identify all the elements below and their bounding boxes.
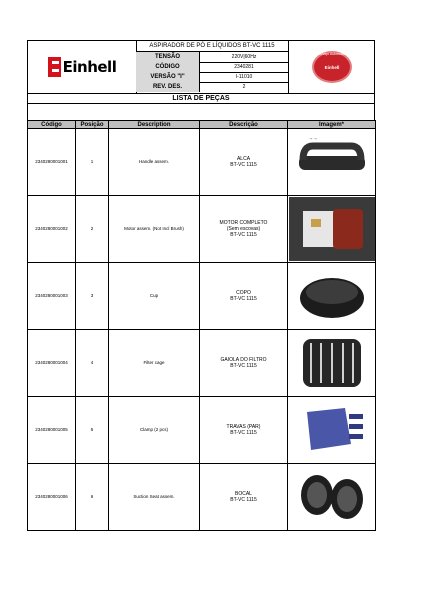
- column-header-image: Imagem*: [288, 121, 376, 129]
- header-row-revision: [136, 82, 288, 92]
- table-header-row: [28, 121, 376, 129]
- parts-table: [27, 120, 376, 531]
- part-desc-pt-line: BOCAL: [235, 491, 252, 497]
- part-image: [288, 129, 376, 196]
- header-value: I-11010: [235, 74, 253, 80]
- column-header-descricao: Descrição: [200, 121, 288, 129]
- part-desc-pt-line: TRAVAS (PAR): [226, 424, 261, 430]
- part-image: [288, 196, 376, 263]
- part-description: Handle assem.: [109, 129, 200, 196]
- header-value: 2: [242, 84, 246, 90]
- seal-caption: Serviço Autorizado: [317, 52, 347, 56]
- header-key: VERSÃO "I": [136, 72, 200, 82]
- part-descricao: [200, 397, 288, 464]
- header-value: 2340281: [234, 64, 254, 70]
- table-row: [28, 263, 376, 330]
- seal-badge-icon: [312, 51, 352, 83]
- part-code: 2340280001002: [28, 196, 76, 263]
- spacer: [27, 104, 375, 120]
- part-image: [288, 330, 376, 397]
- part-desc-pt-line: MOTOR COMPLETO: [219, 220, 268, 226]
- part-code: 2340280001005: [28, 397, 76, 464]
- part-code: 2340280001004: [28, 330, 76, 397]
- header-key: CÓDIGO: [136, 62, 200, 72]
- table-row: [28, 464, 376, 531]
- part-desc-pt-line: BT-VC 1115: [230, 430, 257, 436]
- table-row: [28, 129, 376, 196]
- list-title: LISTA DE PEÇAS: [27, 94, 375, 104]
- brand-logo: [28, 41, 137, 93]
- part-position: 5: [76, 397, 109, 464]
- table-row: [28, 330, 376, 397]
- part-descricao: [200, 330, 288, 397]
- part-desc-pt-line: BT-VC 1115: [230, 363, 257, 369]
- part-position: 1: [76, 129, 109, 196]
- product-title: ASPIRADOR DE PÓ E LÍQUIDOS BT-VC 1115: [136, 41, 288, 52]
- part-image: [288, 464, 376, 531]
- part-position: 2: [76, 196, 109, 263]
- part-position: 6: [76, 464, 109, 531]
- column-header-position: Posição: [76, 121, 109, 129]
- header-value: 220V|60Hz: [231, 54, 257, 60]
- header-key: TENSÃO: [136, 52, 200, 62]
- cup-photo-icon: [289, 264, 375, 328]
- part-code: 2340280001006: [28, 464, 76, 531]
- part-descricao: [200, 263, 288, 330]
- part-code: 2340280001003: [28, 263, 76, 330]
- column-header-description: Description: [109, 121, 200, 129]
- part-code: 2340280001001: [28, 129, 76, 196]
- table-row: [28, 397, 376, 464]
- header-block: [27, 40, 375, 94]
- brand-name: Einhell: [62, 58, 117, 76]
- part-description: Cup: [109, 263, 200, 330]
- part-desc-pt-line: ALCA: [236, 156, 251, 162]
- part-description: Clamp (2 pcs): [109, 397, 200, 464]
- einhell-e-icon: [48, 57, 61, 77]
- seal-brand: Einhell: [324, 64, 340, 70]
- part-desc-pt-line: BT-VC 1115: [230, 497, 257, 503]
- part-desc-pt-line: COPO: [236, 290, 251, 296]
- part-desc-pt-line: GAIOLA DO FILTRO: [220, 357, 267, 363]
- part-position: 4: [76, 330, 109, 397]
- suction-photo-icon: [289, 465, 375, 529]
- motor-photo-icon: [289, 197, 375, 261]
- part-position: 3: [76, 263, 109, 330]
- header-key: REV. DES.: [136, 82, 200, 92]
- part-descricao: [200, 464, 288, 531]
- part-desc-pt-line: BT-VC 1115: [230, 162, 257, 168]
- table-row: [28, 196, 376, 263]
- part-desc-pt-line: (Sem escovas): [226, 226, 261, 232]
- column-header-code: Código: [28, 121, 76, 129]
- part-description: Filter cage: [109, 330, 200, 397]
- part-desc-pt-line: BT-VC 1115: [230, 232, 257, 238]
- service-seal: [288, 41, 375, 93]
- parts-sheet: [27, 40, 375, 531]
- filter-photo-icon: [289, 331, 375, 395]
- part-description: Suction Seat assem.: [109, 464, 200, 531]
- part-image: [288, 397, 376, 464]
- part-description: Motor assem. (Not Incl Brush): [109, 196, 200, 263]
- svg-text:⊸ ⊸: ⊸ ⊸: [308, 136, 317, 141]
- clamp-photo-icon: [289, 398, 375, 462]
- part-image: [288, 263, 376, 330]
- handle-photo-icon: [289, 130, 375, 194]
- part-descricao: [200, 129, 288, 196]
- part-descricao: [200, 196, 288, 263]
- part-desc-pt-line: BT-VC 1115: [230, 296, 257, 302]
